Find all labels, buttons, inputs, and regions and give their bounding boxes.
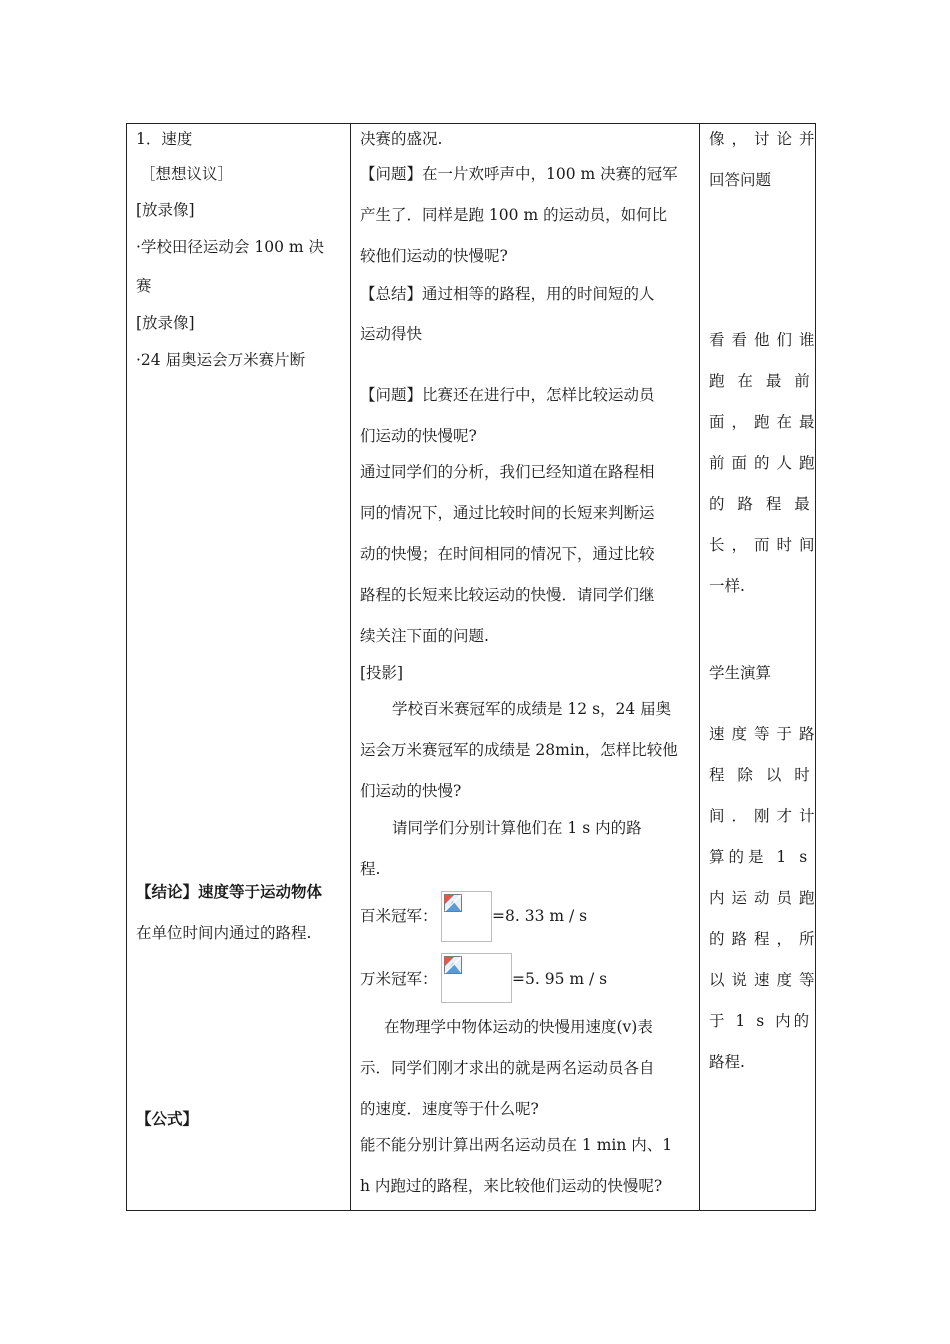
video-item-2: ·24 届奥运会万米赛片断: [136, 351, 306, 369]
think-discuss-label: ［想想议议］: [140, 165, 234, 183]
sprint-speed-result: =8. 33 m / s: [492, 907, 588, 925]
activity-line: h 内跑过的路程，来比较他们运动的快慢呢?: [360, 1177, 663, 1195]
distance-champion-label: 万米冠军：: [360, 970, 438, 988]
activity-line: 程.: [360, 860, 381, 878]
activity-line: 续关注下面的问题.: [360, 627, 489, 645]
teacher-outline-column: [127, 124, 351, 1211]
student-line: 路程.: [709, 1053, 745, 1071]
activity-line: 学校百米赛冠军的成绩是 12 s，24 届奥: [392, 700, 672, 718]
activity-line: 【问题】在一片欢呼声中，100 m 决赛的冠军: [360, 165, 678, 183]
activity-line: 动的快慢；在时间相同的情况下，通过比较: [360, 545, 655, 563]
student-line: 间．刚才计: [709, 807, 822, 825]
student-line: 算的是 1 s: [709, 848, 812, 866]
student-line: 内运动员跑: [709, 889, 822, 907]
activity-line: 【总结】通过相等的路程，用的时间短的人: [360, 285, 655, 303]
formula-image-1: [441, 891, 492, 942]
sprint-champion-label: 百米冠军：: [360, 907, 438, 925]
student-line: 速度等于路: [709, 725, 822, 743]
activity-line: 通过同学们的分析，我们已经知道在路程相: [360, 463, 655, 481]
activity-line: 们运动的快慢?: [360, 782, 462, 800]
student-line: 学生演算: [709, 664, 772, 682]
student-line: 像，讨论并: [709, 130, 822, 148]
student-line: 跑 在 最 前: [709, 372, 814, 390]
activity-line: 较他们运动的快慢呢?: [360, 247, 508, 265]
teacher-activity-column: [351, 124, 700, 1211]
student-line: 以说速度等: [709, 971, 822, 989]
student-line: 面，跑在最: [709, 413, 822, 431]
conclusion-line-2: 在单位时间内通过的路程.: [136, 924, 312, 942]
video-item-1b: 赛: [136, 277, 152, 295]
formula-image-2: [441, 953, 512, 1003]
lesson-table: [126, 123, 822, 1211]
broken-image-icon: [444, 894, 462, 912]
broken-image-icon: [444, 956, 462, 974]
student-line: 前面的人跑: [709, 454, 822, 472]
student-line: 的 路 程 最: [709, 495, 814, 513]
activity-line: 路程的长短来比较运动的快慢．请同学们继: [360, 586, 655, 604]
conclusion-line-1: 【结论】速度等于运动物体: [136, 882, 323, 901]
student-line: 看看他们谁: [709, 331, 822, 349]
activity-line: 产生了．同样是跑 100 m 的运动员，如何比: [360, 206, 668, 224]
activity-line: 同的情况下，通过比较时间的长短来判断运: [360, 504, 655, 522]
distance-speed-result: =5. 95 m / s: [512, 970, 608, 988]
formula-label: 【公式】: [136, 1109, 199, 1128]
play-video-label-2: [放录像]: [136, 314, 195, 332]
student-activity-column: [700, 124, 822, 1211]
activity-line: [投影]: [360, 664, 404, 682]
student-line: 程 除 以 时: [709, 766, 814, 784]
video-item-1a: ·学校田径运动会 100 m 决: [136, 238, 324, 256]
student-line: 长，而时间: [709, 536, 822, 554]
student-line: 于 1 s 内的: [709, 1012, 813, 1030]
activity-line: 决赛的盛况.: [360, 130, 443, 148]
student-line: 的路程，所: [709, 930, 822, 948]
heading-speed: 1．速度: [136, 130, 193, 148]
activity-line: 们运动的快慢呢?: [360, 427, 477, 445]
play-video-label-1: [放录像]: [136, 201, 195, 219]
activity-line: 在物理学中物体运动的快慢用速度(v)表: [384, 1018, 653, 1036]
activity-line: 请同学们分别计算他们在 1 s 内的路: [392, 819, 642, 837]
activity-line: 【问题】比赛还在进行中，怎样比较运动员: [360, 386, 655, 404]
activity-line: 运会万米赛冠军的成绩是 28min，怎样比较他: [360, 741, 678, 759]
activity-line: 能不能分别计算出两名运动员在 1 min 内、1: [360, 1136, 673, 1154]
student-line: 回答问题: [709, 171, 772, 189]
activity-line: 示．同学们刚才求出的就是两名运动员各自: [360, 1059, 655, 1077]
activity-line: 的速度．速度等于什么呢?: [360, 1100, 539, 1118]
student-line: 一样.: [709, 577, 745, 595]
activity-line: 运动得快: [360, 325, 423, 343]
